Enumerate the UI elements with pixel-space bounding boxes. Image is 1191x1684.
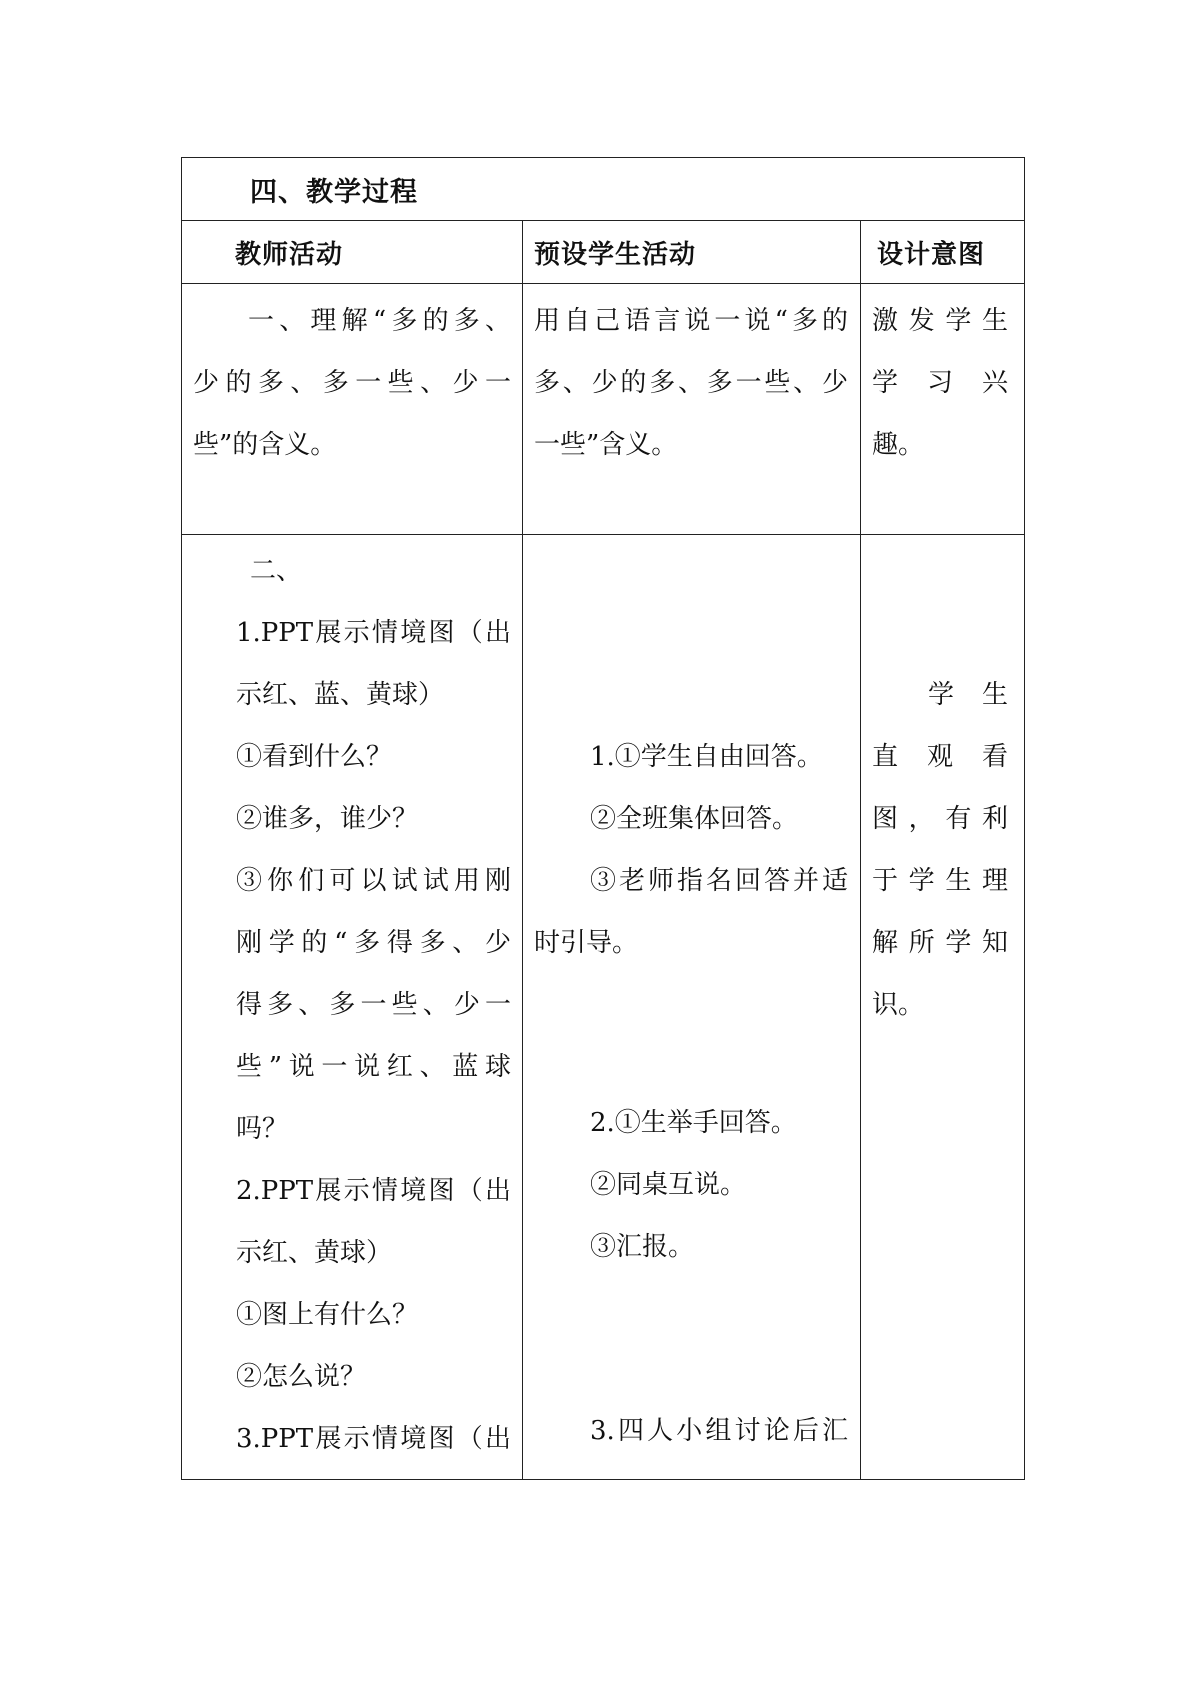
row2-student-group3	[534, 1400, 848, 1462]
row1-teacher-line: 一、理解“多的多、	[248, 306, 511, 336]
row2-teacher-line: ②谁多，谁少？	[236, 804, 419, 834]
row2-intent-line: 于学生理	[872, 866, 1008, 896]
row2-student-line: ②同桌互说。	[590, 1170, 747, 1200]
row2-teacher-line: 二、	[250, 556, 303, 586]
row1-intent-line: 趣。	[872, 430, 925, 460]
row1-student-line: 多、少的多、多一些、少	[534, 368, 848, 398]
row2-teacher-line: 1.PPT展示情境图（出	[236, 618, 511, 648]
row2-teacher-cell	[236, 540, 511, 1470]
row2-student-group2	[534, 1092, 848, 1278]
row2-teacher-line: ①图上有什么？	[236, 1300, 419, 1330]
col-divider-1	[522, 220, 523, 1480]
row2-student-line: ③汇报。	[590, 1232, 695, 1262]
row1-student-line: 用自己语言说一说“多的	[534, 306, 848, 336]
row2-student-line: 时引导。	[534, 928, 639, 958]
row2-teacher-line: 刚学的“多得多、少	[236, 928, 511, 958]
row1-intent-line: 激发学生	[872, 306, 1008, 336]
column-header-teacher: 教师活动	[235, 240, 344, 270]
column-header-student: 预设学生活动	[534, 240, 697, 270]
row2-intent-line: 识。	[872, 990, 925, 1020]
row1-intent-line: 学习兴	[872, 368, 1008, 398]
row1-intent-cell	[872, 290, 1008, 476]
row2-student-group1	[534, 726, 848, 974]
row2-intent-line: 学生	[928, 680, 1008, 710]
row2-teacher-line: 些”说一说红、蓝球	[236, 1052, 511, 1082]
row2-intent-cell	[872, 664, 1008, 1036]
row2-teacher-line: 吗？	[236, 1114, 289, 1144]
column-header-intent: 设计意图	[877, 240, 986, 270]
row2-teacher-line: 得多、多一些、少一	[236, 990, 511, 1020]
row-divider-row1	[181, 534, 1025, 535]
row1-student-cell	[534, 290, 848, 476]
row1-teacher-cell	[193, 290, 511, 476]
col-divider-2	[860, 220, 861, 1480]
row2-student-line: 3.四人小组讨论后汇	[590, 1416, 848, 1446]
row2-student-line: 1.①学生自由回答。	[590, 742, 823, 772]
row2-teacher-line: 示红、蓝、黄球）	[236, 680, 445, 710]
row2-intent-line: 直观看	[872, 742, 1008, 772]
row2-student-line: ②全班集体回答。	[590, 804, 799, 834]
row2-intent-line: 解所学知	[872, 928, 1008, 958]
row2-student-line: ③老师指名回答并适	[590, 866, 848, 896]
row2-teacher-line: 2.PPT展示情境图（出	[236, 1176, 511, 1206]
row2-teacher-line: ①看到什么？	[236, 742, 393, 772]
row1-student-line: 一些”含义。	[534, 430, 678, 460]
row2-student-line: 2.①生举手回答。	[590, 1108, 797, 1138]
row2-teacher-line: 3.PPT展示情境图（出	[236, 1424, 511, 1454]
row2-intent-line: 图，有利	[872, 804, 1008, 834]
row1-teacher-line: 少的多、多一些、少一	[193, 368, 511, 398]
row2-teacher-line: 示红、黄球）	[236, 1238, 393, 1268]
row2-teacher-line: ③你们可以试试用刚	[236, 866, 511, 896]
row1-teacher-line: 些”的含义。	[193, 430, 337, 460]
row-divider-header	[181, 220, 1025, 221]
section-title: 四、教学过程	[250, 177, 418, 208]
row-divider-colheads	[181, 283, 1025, 284]
row2-teacher-line: ②怎么说？	[236, 1362, 367, 1392]
